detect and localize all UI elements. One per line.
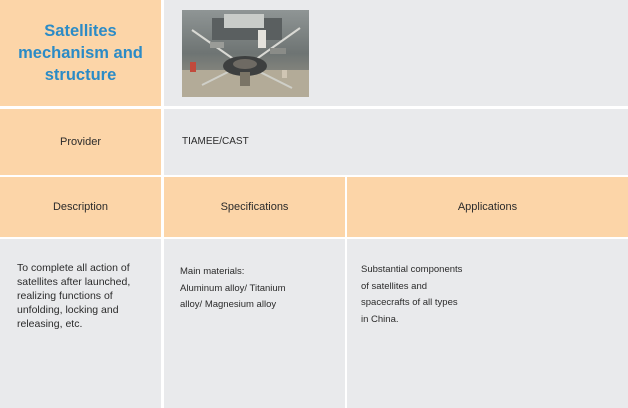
specifications-header-label: Specifications bbox=[220, 201, 289, 213]
provider-label: Provider bbox=[60, 136, 101, 148]
applications-line: of satellites and bbox=[361, 280, 428, 292]
specifications-line: Aluminum alloy/ Titanium bbox=[180, 282, 286, 294]
applications-cell bbox=[347, 239, 628, 408]
description-cell bbox=[0, 239, 161, 408]
specifications-line: alloy/ Magnesium alloy bbox=[180, 299, 277, 310]
specifications-header bbox=[164, 177, 345, 237]
description-line: releasing, etc. bbox=[17, 318, 83, 330]
description-text bbox=[17, 261, 130, 331]
description-header-label: Description bbox=[52, 201, 109, 213]
applications-line: in China. bbox=[361, 313, 399, 325]
description-line: To complete all action of bbox=[17, 262, 130, 274]
specifications-text bbox=[180, 264, 286, 314]
product-title bbox=[0, 0, 161, 106]
provider-label-cell bbox=[0, 109, 161, 175]
satellite-mechanism-photo bbox=[182, 10, 309, 97]
applications-header bbox=[347, 177, 628, 237]
applications-line: spacecrafts of all types bbox=[361, 297, 458, 308]
provider-value-cell bbox=[164, 109, 628, 175]
provider-value: TIAMEE/CAST bbox=[182, 136, 249, 147]
specifications-line: Main materials: bbox=[180, 266, 245, 277]
description-line: unfolding, locking and bbox=[17, 304, 119, 316]
description-header bbox=[0, 177, 161, 237]
product-photo-cell bbox=[164, 0, 628, 106]
description-line: satellites after launched, bbox=[17, 276, 131, 288]
description-line: realizing functions of bbox=[17, 290, 113, 302]
applications-line: Substantial components bbox=[361, 264, 463, 275]
satellite-mechanism-image bbox=[182, 10, 309, 97]
applications-text bbox=[361, 262, 462, 328]
title-line: structure bbox=[44, 66, 117, 84]
title-line: mechanism and bbox=[18, 44, 143, 62]
title-line: Satellites bbox=[44, 22, 117, 40]
specifications-cell bbox=[164, 239, 345, 408]
applications-header-label: Applications bbox=[457, 201, 518, 213]
